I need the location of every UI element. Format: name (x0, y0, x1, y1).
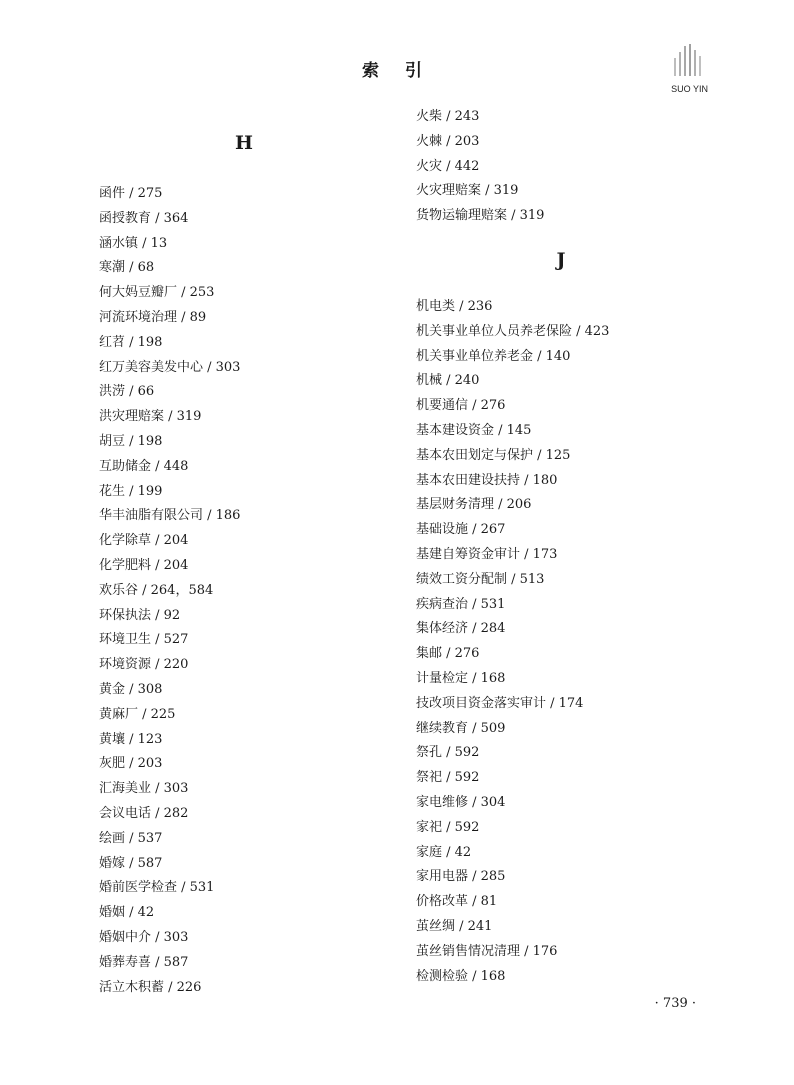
index-entry: 祭祀 / 592 (416, 770, 480, 786)
index-entry: 基层财务清理 / 206 (416, 497, 532, 513)
index-entry: 继续教育 / 509 (416, 720, 506, 736)
index-entry: 基本农田划定与保护 / 125 (416, 447, 571, 463)
section-letter-h: H (235, 132, 253, 154)
index-entry: 函件 / 275 (99, 186, 163, 201)
index-entry: 活立木积蓄 / 226 (99, 979, 202, 995)
index-entry: 黄麻厂 / 225 (99, 706, 176, 722)
index-list-h-continued (416, 105, 716, 229)
index-entry: 环境卫生 / 527 (99, 632, 189, 648)
index-entry: 机要通信 / 276 (416, 398, 506, 414)
index-entry: 红万美容美发中心 / 303 (99, 359, 241, 375)
index-entry: 基建自筹资金审计 / 173 (416, 546, 558, 562)
index-entry: 机电类 / 236 (416, 298, 493, 314)
index-entry: 茧丝销售情况清理 / 176 (416, 943, 558, 959)
index-entry: 集体经济 / 284 (416, 621, 506, 637)
index-entry: 家庭 / 42 (416, 844, 472, 860)
index-entry: 胡豆 / 198 (99, 433, 163, 449)
index-entry: 火棘 / 203 (416, 133, 480, 149)
index-column-left (99, 128, 399, 1000)
index-entry: 红苕 / 198 (99, 334, 163, 350)
index-entry: 化学肥料 / 204 (99, 557, 189, 573)
index-entry: 婚葬寿喜 / 587 (99, 954, 189, 970)
index-entry: 基本农田建设扶持 / 180 (416, 472, 558, 488)
index-entry: 婚前医学检查 / 531 (99, 880, 215, 896)
index-entry: 会议电话 / 282 (99, 805, 189, 821)
index-entry: 何大妈豆瓣厂 / 253 (99, 285, 215, 301)
index-entry: 绩效工资分配制 / 513 (416, 571, 545, 587)
index-column-right (416, 105, 716, 989)
index-entry: 寒潮 / 68 (99, 260, 155, 276)
index-entry: 函授教育 / 364 (99, 210, 189, 226)
index-entry: 计量检定 / 168 (416, 670, 506, 686)
index-entry: 机关事业单位养老金 / 140 (416, 348, 571, 364)
index-entry: 火柴 / 243 (416, 109, 480, 124)
index-entry: 集邮 / 276 (416, 646, 480, 662)
index-entry: 婚姻 / 42 (99, 905, 155, 921)
index-entry: 家电维修 / 304 (416, 794, 506, 810)
index-entry: 技改项目资金落实审计 / 174 (416, 695, 584, 711)
index-entry: 洪灾理赔案 / 319 (99, 409, 202, 425)
vertical-bars-icon (672, 44, 706, 76)
index-entry: 茧丝绸 / 241 (416, 918, 493, 934)
page-title: 索 引 (362, 61, 432, 81)
page-number: · 739 · (654, 996, 696, 1011)
index-entry: 火灾 / 442 (416, 158, 480, 174)
index-entry: 祭孔 / 592 (416, 745, 480, 761)
index-entry: 检测检验 / 168 (416, 968, 506, 984)
index-entry: 机关事业单位人员养老保险 / 423 (416, 323, 610, 339)
index-entry: 环境资源 / 220 (99, 657, 189, 673)
index-entry: 基础设施 / 267 (416, 522, 506, 538)
index-entry: 火灾理赔案 / 319 (416, 183, 519, 199)
index-list-j (416, 295, 716, 989)
index-entry: 绘画 / 537 (99, 830, 163, 846)
index-entry: 黄壤 / 123 (99, 731, 163, 747)
index-entry: 家祀 / 592 (416, 819, 480, 835)
index-entry: 疾病查治 / 531 (416, 596, 506, 612)
index-entry: 涵水镇 / 13 (99, 235, 168, 251)
index-entry: 河流环境治理 / 89 (99, 309, 207, 325)
index-entry: 婚姻中介 / 303 (99, 929, 189, 945)
index-entry: 婚嫁 / 587 (99, 855, 163, 871)
index-entry: 华丰油脂有限公司 / 186 (99, 508, 241, 524)
corner-label: SUO YIN (671, 84, 708, 94)
index-list-h (99, 182, 399, 1000)
index-entry: 互助储金 / 448 (99, 458, 189, 474)
section-letter-j: J (556, 248, 566, 271)
index-entry: 货物运输理赔案 / 319 (416, 208, 545, 224)
index-entry: 基本建设资金 / 145 (416, 422, 532, 438)
index-entry: 洪涝 / 66 (99, 384, 155, 400)
index-entry: 环保执法 / 92 (99, 607, 181, 623)
index-entry: 化学除草 / 204 (99, 533, 189, 549)
index-entry: 汇海美业 / 303 (99, 781, 189, 797)
index-entry: 家用电器 / 285 (416, 869, 506, 885)
index-entry: 价格改革 / 81 (416, 894, 498, 910)
section-corner-mark (648, 44, 708, 94)
index-entry: 花生 / 199 (99, 483, 163, 499)
index-entry: 灰肥 / 203 (99, 756, 163, 772)
index-entry: 机械 / 240 (416, 373, 480, 389)
index-entry: 黄金 / 308 (99, 681, 163, 697)
index-entry: 欢乐谷 / 264，584 (99, 582, 214, 598)
